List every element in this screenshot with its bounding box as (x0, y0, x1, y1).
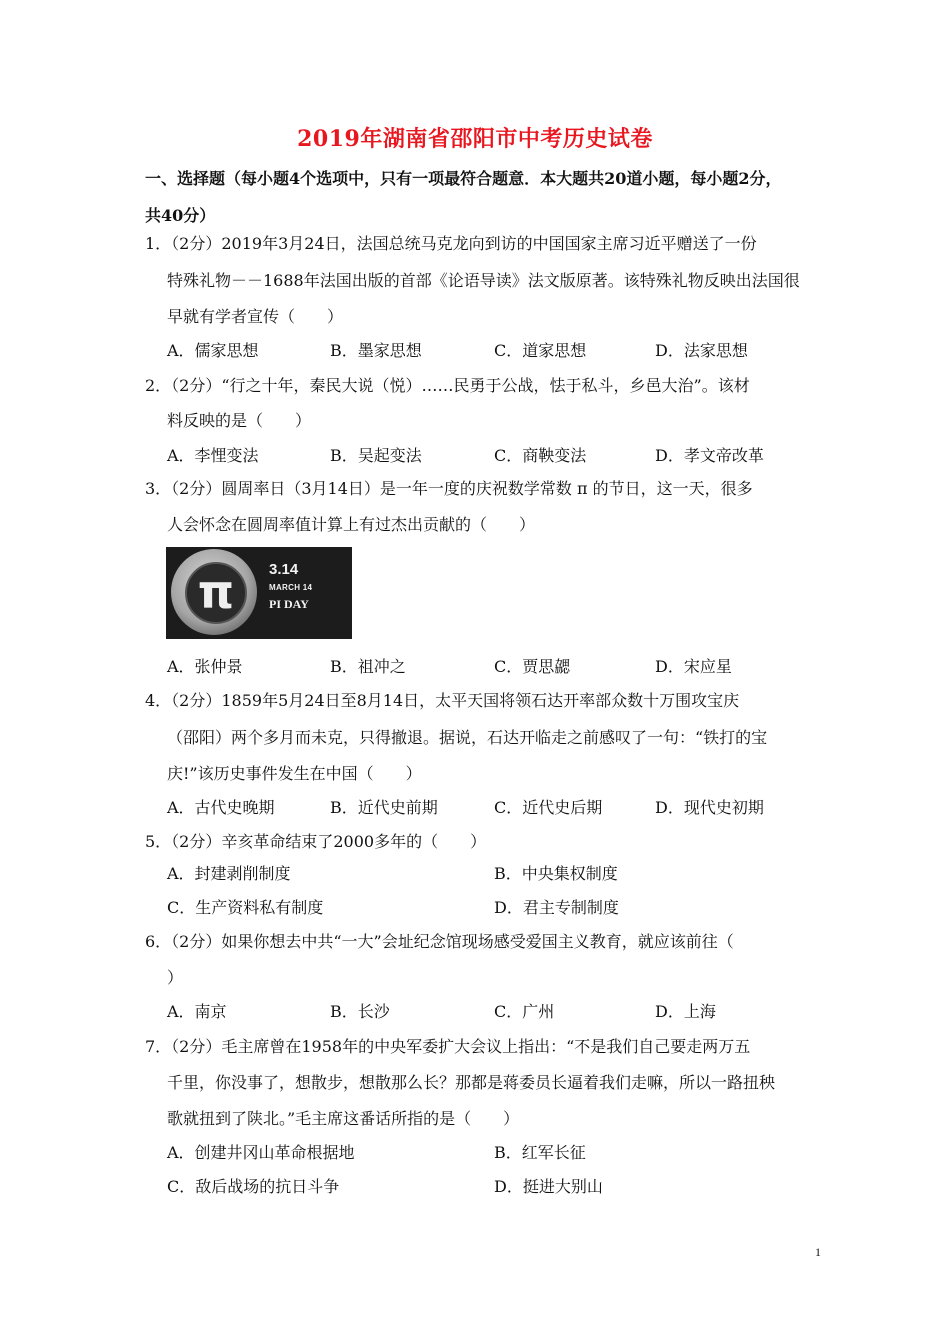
question-4-text: （邵阳）两个多月而未克，只得撤退。据说，石达开临走之前感叹了一句：“铁打的宝 (167, 728, 768, 747)
question-4-option-b: B．近代史前期 (330, 798, 438, 817)
section-heading-line-1: 一、选择题（每小题4个选项中，只有一项最符合题意．本大题共20道小题，每小题2分， (145, 169, 782, 188)
question-3-option-d: D．宋应星 (655, 657, 732, 676)
question-3-option-c: C．贾思勰 (494, 657, 571, 676)
question-1-option-c: C．道家思想 (494, 341, 587, 360)
pi-badge-icon (171, 549, 257, 635)
question-5-option-b: B．中央集权制度 (494, 864, 618, 883)
question-7-option-b: B．红军长征 (494, 1143, 586, 1162)
question-5-option-d: D．君主专制制度 (494, 898, 619, 917)
question-2-option-a: A．李悝变法 (167, 446, 259, 465)
pi-day-image (166, 547, 352, 639)
question-6-text: 6．（2分）如果你想去中共“一大”会址纪念馆现场感受爱国主义教育，就应该前往（ (145, 932, 734, 951)
question-2-option-d: D．孝文帝改革 (655, 446, 764, 465)
question-7-option-c: C．敌后战场的抗日斗争 (167, 1177, 340, 1196)
question-2-option-c: C．商鞅变法 (494, 446, 587, 465)
question-5-text: 5．（2分）辛亥革命结束了2000多年的（ ） (145, 832, 487, 851)
page-number: 1 (815, 1245, 821, 1259)
pi-day-date: MARCH 14 (269, 583, 313, 592)
question-6-option-d: D．上海 (655, 1002, 716, 1021)
question-2-text: 料反映的是（ ） (167, 411, 312, 430)
question-6-text: ） (167, 968, 184, 987)
question-4-text: 庆!”该历史事件发生在中国（ ） (167, 764, 422, 783)
question-2-option-b: B．吴起变法 (330, 446, 422, 465)
question-3-text: 3．（2分）圆周率日（3月14日）是一年一度的庆祝数学常数 π 的节日，这一天，很多 (145, 479, 753, 498)
question-7-text: 歌就扭到了陕北。”毛主席这番话所指的是（ ） (167, 1109, 520, 1128)
question-3-text: 人会怀念在圆周率值计算上有过杰出贡献的（ ） (167, 515, 536, 534)
question-3-option-a: A．张仲景 (167, 657, 243, 676)
question-1-option-a: A．儒家思想 (167, 341, 259, 360)
question-7-text: 7．（2分）毛主席曾在1958年的中央军委扩大会议上指出：“不是我们自己要走两万五 (145, 1037, 751, 1056)
question-1-text: 1．（2分）2019年3月24日，法国总统马克龙向到访的中国国家主席习近平赠送了一份 (145, 234, 757, 253)
pi-day-label: PI DAY (269, 597, 309, 611)
question-1-option-b: B．墨家思想 (330, 341, 422, 360)
question-5-option-a: A．封建剥削制度 (167, 864, 291, 883)
question-4-option-c: C．近代史后期 (494, 798, 603, 817)
question-6-option-b: B．长沙 (330, 1002, 390, 1021)
question-4-option-d: D．现代史初期 (655, 798, 764, 817)
question-4-option-a: A．古代史晚期 (167, 798, 275, 817)
section-heading-line-2: 共40分） (145, 206, 216, 225)
question-1-option-d: D．法家思想 (655, 341, 748, 360)
question-5-option-c: C．生产资料私有制度 (167, 898, 324, 917)
question-7-option-d: D．挺进大别山 (494, 1177, 603, 1196)
question-7-text: 千里，你没事了，想散步，想散那么长？那都是蒋委员长逼着我们走嘛，所以一路扭秧 (167, 1073, 776, 1092)
question-3-option-b: B．祖冲之 (330, 657, 406, 676)
question-6-option-a: A．南京 (167, 1002, 227, 1021)
question-7-option-a: A．创建井冈山革命根据地 (167, 1143, 355, 1162)
question-1-text: 特殊礼物－－1688年法国出版的首部《论语导读》法文版原著。该特殊礼物反映出法国很 (167, 271, 800, 290)
pi-day-number: 3.14 (269, 561, 299, 578)
question-2-text: 2．（2分）“行之十年，秦民大说（悦）……民勇于公战，怯于私斗，乡邑大治”。该材 (145, 376, 750, 395)
question-1-text: 早就有学者宣传（ ） (167, 307, 344, 326)
question-4-text: 4．（2分）1859年5月24日至8月14日，太平天国将领石达开率部众数十万围攻宝庆 (145, 691, 740, 710)
pi-symbol: π (185, 562, 247, 624)
question-6-option-c: C．广州 (494, 1002, 555, 1021)
page-title: 2019年湖南省邵阳市中考历史试卷 (297, 126, 653, 152)
